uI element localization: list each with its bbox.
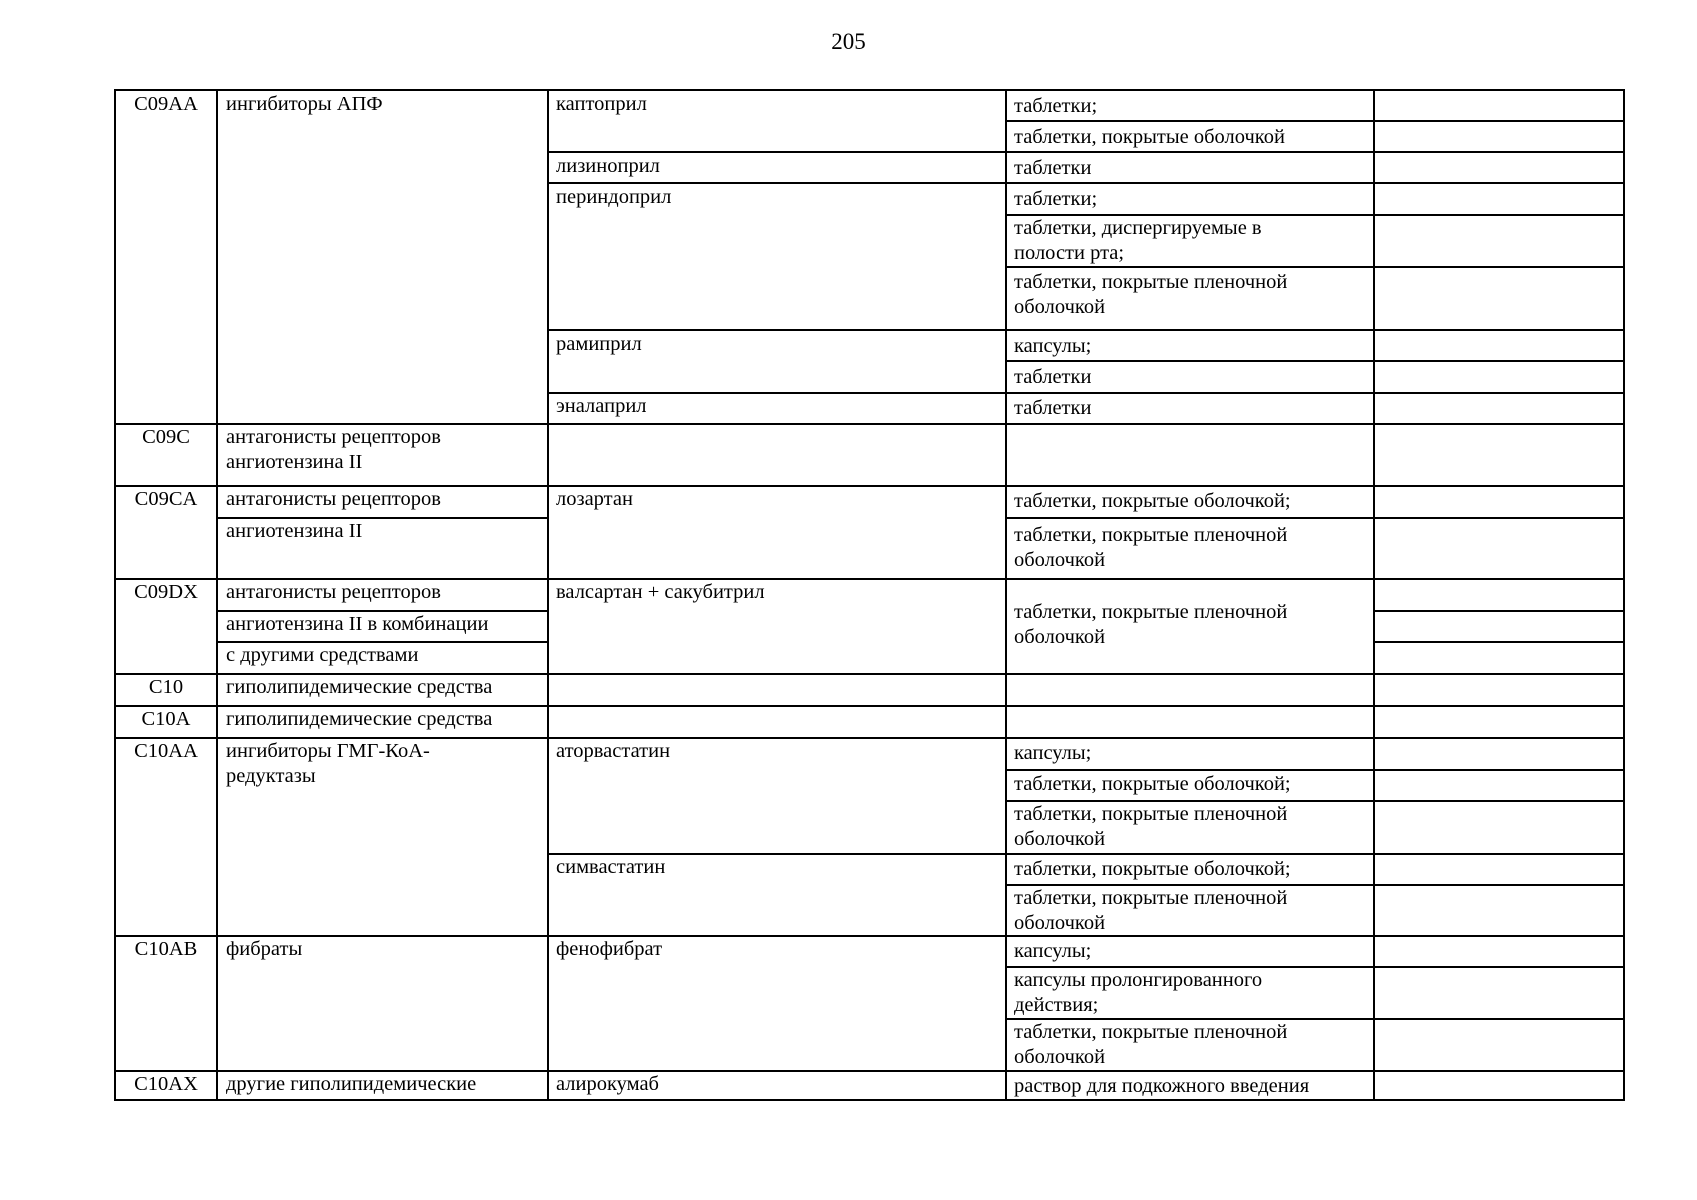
dosage-form: таблетки, покрытые оболочкой — [1014, 126, 1285, 148]
dosage-form: таблетки, диспергируемые в — [1014, 217, 1262, 239]
dosage-form: оболочкой — [1014, 296, 1106, 318]
dosage-form: таблетки — [1014, 397, 1092, 419]
dosage-form: капсулы пролонгированного — [1014, 969, 1263, 991]
drug-name: алирокумаб — [556, 1073, 659, 1095]
dosage-form: таблетки, покрытые пленочной — [1014, 803, 1288, 825]
dosage-form: оболочкой — [1014, 828, 1106, 850]
group-name: ингибиторы ГМГ-КоА- — [226, 740, 430, 762]
dosage-form: таблетки — [1014, 366, 1092, 388]
dosage-form: таблетки — [1014, 157, 1092, 179]
drug-name: симвастатин — [556, 856, 666, 878]
atc-code: C10A — [141, 708, 191, 730]
atc-code: C09AA — [134, 93, 198, 115]
dosage-form: таблетки, покрытые оболочкой; — [1014, 773, 1291, 795]
drug-name: аторвастатин — [556, 740, 671, 762]
dosage-form: таблетки, покрытые пленочной — [1014, 524, 1288, 546]
atc-code: C10AA — [134, 740, 198, 762]
group-name: ангиотензина II — [226, 451, 363, 473]
dosage-form: действия; — [1014, 994, 1099, 1016]
atc-code: C09DX — [134, 581, 198, 603]
group-name: ангиотензина II — [226, 520, 363, 542]
drug-name: каптоприл — [556, 93, 647, 115]
drug-name: периндоприл — [556, 186, 672, 208]
group-name: антагонисты рецепторов — [226, 581, 441, 603]
group-name: гиполипидемические средства — [226, 676, 493, 698]
dosage-form: оболочкой — [1014, 1046, 1106, 1068]
dosage-form: таблетки; — [1014, 95, 1098, 117]
drug-name: валсартан + сакубитрил — [556, 581, 765, 603]
atc-code: C09CA — [134, 488, 198, 510]
dosage-form: капсулы; — [1014, 742, 1092, 764]
dosage-form: таблетки, покрытые пленочной — [1014, 887, 1288, 909]
group-name: с другими средствами — [226, 644, 419, 666]
group-name: редуктазы — [226, 765, 316, 787]
atc-code: C09C — [142, 426, 190, 448]
atc-code: C10 — [148, 676, 184, 698]
dosage-form: полости рта; — [1014, 242, 1125, 264]
drug-name: рамиприл — [556, 333, 642, 355]
dosage-form: капсулы; — [1014, 335, 1092, 357]
drug-name: фенофибрат — [556, 938, 663, 960]
dosage-form: таблетки; — [1014, 188, 1098, 210]
group-name: ингибиторы АПФ — [226, 93, 383, 115]
dosage-form: таблетки, покрытые пленочной — [1014, 1021, 1288, 1043]
group-name: ангиотензина II в комбинации — [226, 613, 489, 635]
atc-code: C10AB — [134, 938, 198, 960]
dosage-form: оболочкой — [1014, 626, 1106, 648]
dosage-form: таблетки, покрытые оболочкой; — [1014, 490, 1291, 512]
drug-name: лозартан — [556, 488, 633, 510]
drug-name: эналаприл — [556, 395, 647, 417]
dosage-form: таблетки, покрытые пленочной — [1014, 271, 1288, 293]
group-name: антагонисты рецепторов — [226, 488, 441, 510]
drug-name: лизиноприл — [556, 155, 660, 177]
dosage-form: таблетки, покрытые пленочной — [1014, 601, 1288, 623]
group-name: другие гиполипидемические — [226, 1073, 477, 1095]
group-name: фибраты — [226, 938, 303, 960]
group-name: антагонисты рецепторов — [226, 426, 441, 448]
dosage-form: оболочкой — [1014, 912, 1106, 934]
atc-code: C10AX — [134, 1073, 198, 1095]
dosage-form: капсулы; — [1014, 940, 1092, 962]
group-name: гиполипидемические средства — [226, 708, 493, 730]
dosage-form: раствор для подкожного введения — [1014, 1075, 1310, 1097]
dosage-form: оболочкой — [1014, 549, 1106, 571]
page-number: 205 — [831, 29, 866, 54]
dosage-form: таблетки, покрытые оболочкой; — [1014, 858, 1291, 880]
